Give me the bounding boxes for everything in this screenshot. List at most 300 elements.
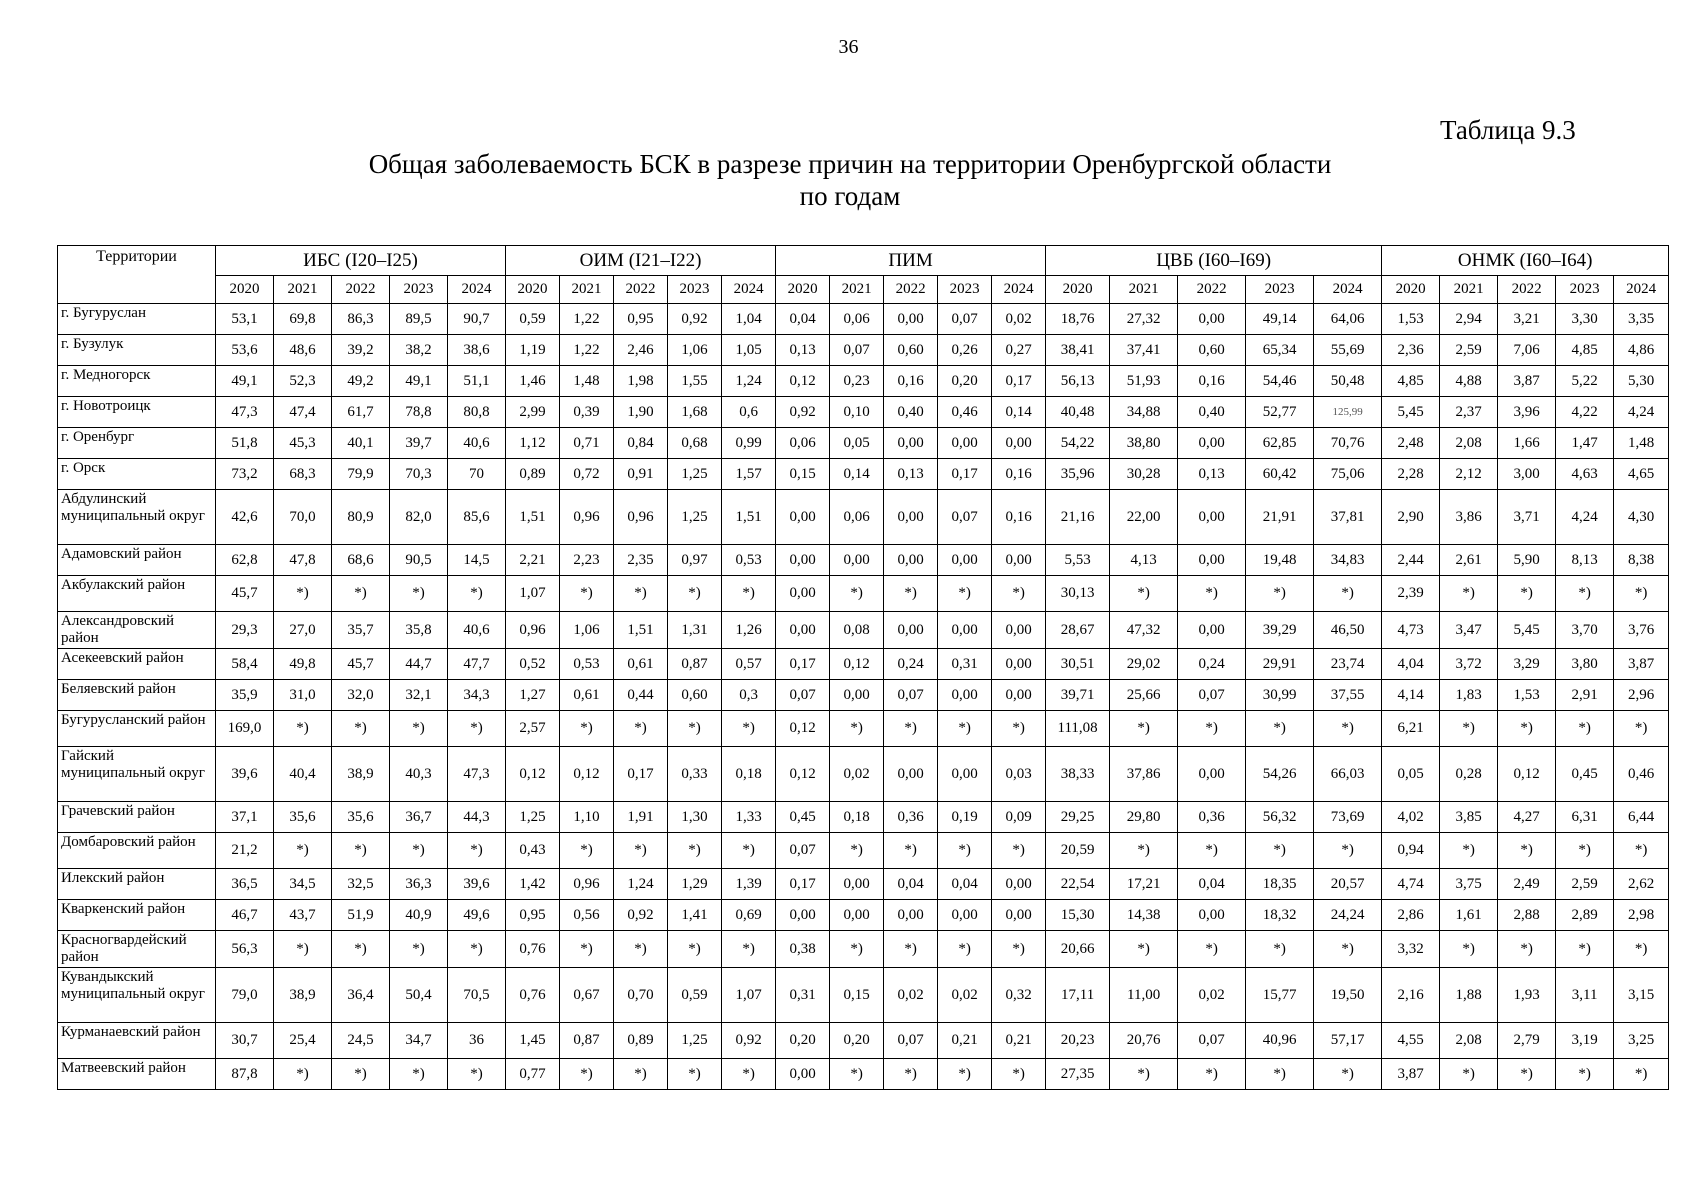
table-cell: 4,27	[1498, 802, 1556, 833]
table-cell: 0,10	[830, 397, 884, 428]
table-cell: 4,14	[1382, 680, 1440, 711]
table-cell: 0,68	[668, 428, 722, 459]
table-cell: 0,53	[722, 545, 776, 576]
table-cell: 70,5	[448, 968, 506, 1023]
table-cell: 0,14	[992, 397, 1046, 428]
table-cell: 0,00	[776, 490, 830, 545]
territory-name: Асекеевский район	[58, 649, 216, 680]
table-cell: 0,06	[830, 304, 884, 335]
table-cell: *)	[938, 833, 992, 869]
table-cell: 0,92	[614, 900, 668, 931]
table-cell: *)	[884, 711, 938, 747]
table-cell: 1,19	[506, 335, 560, 366]
table-cell: *)	[1440, 833, 1498, 869]
year-header: 2021	[560, 276, 614, 304]
table-cell: 0,00	[830, 545, 884, 576]
table-cell: 56,3	[216, 931, 274, 968]
year-header: 2024	[1314, 276, 1382, 304]
table-cell: 25,66	[1110, 680, 1178, 711]
table-cell: 2,79	[1498, 1023, 1556, 1059]
table-cell: 2,23	[560, 545, 614, 576]
table-cell: 0,06	[830, 490, 884, 545]
table-cell: 46,50	[1314, 612, 1382, 649]
table-cell: 1,66	[1498, 428, 1556, 459]
table-cell: 38,9	[332, 747, 390, 802]
table-cell: 0,16	[992, 490, 1046, 545]
table-cell: 0,17	[776, 869, 830, 900]
table-cell: 1,10	[560, 802, 614, 833]
table-cell: 28,67	[1046, 612, 1110, 649]
table-cell: 2,28	[1382, 459, 1440, 490]
table-cell: 0,00	[992, 680, 1046, 711]
table-cell: 4,85	[1382, 366, 1440, 397]
table-cell: 56,32	[1246, 802, 1314, 833]
year-header: 2023	[390, 276, 448, 304]
table-cell: 0,59	[668, 968, 722, 1023]
table-cell: 0,17	[776, 649, 830, 680]
table-cell: 20,76	[1110, 1023, 1178, 1059]
table-cell: 39,6	[216, 747, 274, 802]
table-cell: 38,2	[390, 335, 448, 366]
table-cell: 44,3	[448, 802, 506, 833]
year-header: 2022	[614, 276, 668, 304]
table-cell: 29,91	[1246, 649, 1314, 680]
table-cell: 0,21	[992, 1023, 1046, 1059]
table-cell: 45,7	[216, 576, 274, 612]
table-cell: 32,0	[332, 680, 390, 711]
table-cell: 40,1	[332, 428, 390, 459]
table-cell: 4,88	[1440, 366, 1498, 397]
table-cell: 2,46	[614, 335, 668, 366]
year-header: 2021	[274, 276, 332, 304]
table-cell: *)	[992, 576, 1046, 612]
group-header: ИБС (I20–I25)	[216, 246, 506, 276]
table-cell: *)	[448, 1059, 506, 1090]
table-cell: *)	[830, 1059, 884, 1090]
territory-name: Кваркенский район	[58, 900, 216, 931]
territory-name: Грачевский район	[58, 802, 216, 833]
territory-name: Бугурусланский район	[58, 711, 216, 747]
table-cell: 1,25	[668, 490, 722, 545]
table-cell: *)	[1498, 576, 1556, 612]
table-cell: *)	[668, 711, 722, 747]
table-cell: *)	[1556, 711, 1614, 747]
table-cell: 27,35	[1046, 1059, 1110, 1090]
table-cell: 2,94	[1440, 304, 1498, 335]
table-cell: *)	[722, 1059, 776, 1090]
territory-name: Гайский муниципальный округ	[58, 747, 216, 802]
territory-name: Илекский район	[58, 869, 216, 900]
table-cell: 0,00	[938, 428, 992, 459]
table-cell: 0,07	[776, 680, 830, 711]
table-cell: *)	[722, 711, 776, 747]
table-cell: 3,72	[1440, 649, 1498, 680]
territory-name: г. Бугуруслан	[58, 304, 216, 335]
table-label: Таблица 9.3	[1440, 115, 1576, 145]
table-cell: *)	[1498, 833, 1556, 869]
table-cell: *)	[1110, 833, 1178, 869]
table-cell: *)	[1314, 576, 1382, 612]
table-cell: 0,20	[776, 1023, 830, 1059]
table-cell: 5,22	[1556, 366, 1614, 397]
table-cell: 1,55	[668, 366, 722, 397]
table-cell: 47,8	[274, 545, 332, 576]
table-cell: 1,93	[1498, 968, 1556, 1023]
table-cell: 54,22	[1046, 428, 1110, 459]
table-cell: 0,59	[506, 304, 560, 335]
table-cell: 70,76	[1314, 428, 1382, 459]
table-cell: *)	[390, 1059, 448, 1090]
table-cell: *)	[1246, 576, 1314, 612]
table-cell: *)	[332, 576, 390, 612]
year-header: 2022	[1178, 276, 1246, 304]
title-line-2: по годам	[799, 181, 901, 211]
table-cell: 0,00	[938, 545, 992, 576]
table-cell: 20,66	[1046, 931, 1110, 968]
table-cell: 0,77	[506, 1059, 560, 1090]
table-cell: 3,87	[1614, 649, 1669, 680]
table-cell: 0,12	[776, 747, 830, 802]
table-cell: 0,87	[560, 1023, 614, 1059]
table-cell: *)	[1110, 576, 1178, 612]
table-cell: 14,5	[448, 545, 506, 576]
table-cell: 30,7	[216, 1023, 274, 1059]
table-cell: 2,37	[1440, 397, 1498, 428]
table-cell: 0,26	[938, 335, 992, 366]
table-cell: 1,51	[722, 490, 776, 545]
table-cell: 40,3	[390, 747, 448, 802]
table-cell: 0,24	[884, 649, 938, 680]
table-cell: 3,21	[1498, 304, 1556, 335]
year-header: 2023	[668, 276, 722, 304]
table-cell: 2,49	[1498, 869, 1556, 900]
table-cell: 0,00	[830, 900, 884, 931]
year-header: 2024	[722, 276, 776, 304]
table-cell: 27,32	[1110, 304, 1178, 335]
table-cell: 1,05	[722, 335, 776, 366]
table-cell: 0,07	[1178, 1023, 1246, 1059]
table-cell: 69,8	[274, 304, 332, 335]
table-cell: 1,33	[722, 802, 776, 833]
table-cell: 1,12	[506, 428, 560, 459]
table-cell: 50,4	[390, 968, 448, 1023]
table-cell: 0,00	[884, 900, 938, 931]
table-cell: 30,28	[1110, 459, 1178, 490]
table-cell: 11,00	[1110, 968, 1178, 1023]
table-cell: *)	[1178, 833, 1246, 869]
year-header: 2020	[216, 276, 274, 304]
table-cell: *)	[668, 931, 722, 968]
table-cell: 38,80	[1110, 428, 1178, 459]
table-cell: *)	[560, 711, 614, 747]
table-cell: 1,53	[1498, 680, 1556, 711]
territory-name: г. Медногорск	[58, 366, 216, 397]
territory-name: Александровский район	[58, 612, 216, 649]
table-cell: 39,6	[448, 869, 506, 900]
table-cell: 73,2	[216, 459, 274, 490]
table-cell: *)	[1614, 931, 1669, 968]
year-header: 2023	[1556, 276, 1614, 304]
table-cell: 1,46	[506, 366, 560, 397]
table-cell: 169,0	[216, 711, 274, 747]
table-cell: *)	[614, 833, 668, 869]
table-cell: *)	[722, 833, 776, 869]
table-cell: *)	[1246, 931, 1314, 968]
table-cell: 0,04	[1178, 869, 1246, 900]
table-cell: 0,33	[668, 747, 722, 802]
table-cell: *)	[448, 576, 506, 612]
table-cell: 0,00	[938, 747, 992, 802]
table-cell: 0,24	[1178, 649, 1246, 680]
table-cell: 70,3	[390, 459, 448, 490]
table-cell: 3,87	[1498, 366, 1556, 397]
table-cell: 0,45	[776, 802, 830, 833]
table-cell: 35,6	[332, 802, 390, 833]
table-cell: *)	[560, 833, 614, 869]
table-cell: 36,4	[332, 968, 390, 1023]
table-cell: 0,27	[992, 335, 1046, 366]
table-cell: *)	[884, 833, 938, 869]
table-cell: 15,77	[1246, 968, 1314, 1023]
table-cell: 0,06	[776, 428, 830, 459]
table-cell: 0,60	[668, 680, 722, 711]
table-cell: 0,00	[1178, 900, 1246, 931]
table-cell: 65,34	[1246, 335, 1314, 366]
table-cell: 0,99	[722, 428, 776, 459]
territory-name: Беляевский район	[58, 680, 216, 711]
table-cell: 0,89	[614, 1023, 668, 1059]
table-cell: 45,3	[274, 428, 332, 459]
document-title	[300, 148, 1400, 212]
group-header: ЦВБ (I60–I69)	[1046, 246, 1382, 276]
table-cell: 0,12	[506, 747, 560, 802]
table-cell: 2,12	[1440, 459, 1498, 490]
table-cell: 1,31	[668, 612, 722, 649]
table-cell: 37,86	[1110, 747, 1178, 802]
table-cell: 0,13	[884, 459, 938, 490]
table-row	[58, 428, 1669, 459]
table-row	[58, 304, 1669, 335]
table-cell: 2,96	[1614, 680, 1669, 711]
table-cell: 0,3	[722, 680, 776, 711]
table-cell: 0,07	[884, 1023, 938, 1059]
table-cell: 0,6	[722, 397, 776, 428]
table-cell: 0,20	[830, 1023, 884, 1059]
table-cell: 53,6	[216, 335, 274, 366]
table-cell: 29,25	[1046, 802, 1110, 833]
table-cell: 0,31	[776, 968, 830, 1023]
table-cell: 1,51	[506, 490, 560, 545]
table-cell: *)	[390, 576, 448, 612]
table-cell: 0,96	[506, 612, 560, 649]
table-cell: 1,47	[1556, 428, 1614, 459]
table-cell: 0,00	[830, 680, 884, 711]
table-row	[58, 612, 1669, 649]
table-cell: 0,46	[1614, 747, 1669, 802]
table-cell: 0,95	[614, 304, 668, 335]
table-cell: 66,03	[1314, 747, 1382, 802]
table-cell: 40,6	[448, 612, 506, 649]
table-cell: 0,32	[992, 968, 1046, 1023]
group-header: ПИМ	[776, 246, 1046, 276]
table-cell: *)	[332, 711, 390, 747]
table-cell: 8,13	[1556, 545, 1614, 576]
table-cell: 0,87	[668, 649, 722, 680]
table-cell: 17,21	[1110, 869, 1178, 900]
table-cell: *)	[1246, 1059, 1314, 1090]
table-cell: 2,89	[1556, 900, 1614, 931]
table-cell: 38,6	[448, 335, 506, 366]
table-cell: 0,00	[992, 900, 1046, 931]
table-cell: 4,24	[1614, 397, 1669, 428]
table-cell: 21,2	[216, 833, 274, 869]
table-cell: 3,32	[1382, 931, 1440, 968]
table-cell: 47,3	[448, 747, 506, 802]
table-cell: *)	[992, 1059, 1046, 1090]
table-cell: 4,86	[1614, 335, 1669, 366]
table-cell: *)	[938, 576, 992, 612]
table-cell: 50,48	[1314, 366, 1382, 397]
territory-name: Акбулакский район	[58, 576, 216, 612]
table-cell: *)	[884, 931, 938, 968]
table-cell: 0,07	[776, 833, 830, 869]
table-cell: 0,02	[938, 968, 992, 1023]
table-cell: 0,00	[938, 680, 992, 711]
table-cell: *)	[1614, 711, 1669, 747]
table-cell: 40,96	[1246, 1023, 1314, 1059]
year-header: 2023	[1246, 276, 1314, 304]
table-cell: *)	[1178, 1059, 1246, 1090]
table-cell: 3,15	[1614, 968, 1669, 1023]
table-cell: 1,24	[614, 869, 668, 900]
table-cell: 0,02	[884, 968, 938, 1023]
table-cell: 0,76	[506, 931, 560, 968]
table-cell: 4,02	[1382, 802, 1440, 833]
table-cell: *)	[992, 833, 1046, 869]
table-cell: 0,57	[722, 649, 776, 680]
table-cell: 1,06	[560, 612, 614, 649]
table-cell: 2,35	[614, 545, 668, 576]
table-cell: 0,00	[776, 545, 830, 576]
table-cell: 64,06	[1314, 304, 1382, 335]
table-cell: 2,08	[1440, 428, 1498, 459]
table-cell: 0,15	[830, 968, 884, 1023]
table-cell: 32,5	[332, 869, 390, 900]
table-cell: 0,61	[614, 649, 668, 680]
table-cell: 1,98	[614, 366, 668, 397]
table-cell: 3,76	[1614, 612, 1669, 649]
table-cell: *)	[274, 931, 332, 968]
table-cell: 52,77	[1246, 397, 1314, 428]
table-cell: 40,4	[274, 747, 332, 802]
table-cell: *)	[332, 1059, 390, 1090]
table-cell: 46,7	[216, 900, 274, 931]
table-cell: 38,41	[1046, 335, 1110, 366]
table-cell: 24,24	[1314, 900, 1382, 931]
table-cell: 1,06	[668, 335, 722, 366]
table-cell: 0,00	[884, 612, 938, 649]
table-cell: *)	[1440, 1059, 1498, 1090]
table-cell: 0,36	[1178, 802, 1246, 833]
territory-name: г. Новотроицк	[58, 397, 216, 428]
table-cell: 0,84	[614, 428, 668, 459]
table-cell: 0,05	[1382, 747, 1440, 802]
table-cell: 2,08	[1440, 1023, 1498, 1059]
table-cell: 0,12	[776, 711, 830, 747]
table-cell: 1,83	[1440, 680, 1498, 711]
table-row	[58, 833, 1669, 869]
table-cell: 73,69	[1314, 802, 1382, 833]
table-cell: 49,1	[216, 366, 274, 397]
table-cell: 18,32	[1246, 900, 1314, 931]
table-cell: *)	[1498, 711, 1556, 747]
table-cell: *)	[1440, 931, 1498, 968]
table-cell: 0,12	[560, 747, 614, 802]
table-cell: 0,31	[938, 649, 992, 680]
table-cell: 80,9	[332, 490, 390, 545]
table-cell: *)	[1440, 576, 1498, 612]
table-cell: 0,52	[506, 649, 560, 680]
table-cell: 1,39	[722, 869, 776, 900]
table-cell: 0,00	[776, 612, 830, 649]
group-header: ОНМК (I60–I64)	[1382, 246, 1669, 276]
table-cell: 35,96	[1046, 459, 1110, 490]
table-cell: 0,96	[614, 490, 668, 545]
table-cell: 2,90	[1382, 490, 1440, 545]
table-cell: 0,17	[938, 459, 992, 490]
table-row	[58, 1023, 1669, 1059]
table-cell: *)	[1556, 833, 1614, 869]
table-cell: 57,17	[1314, 1023, 1382, 1059]
table-cell: 0,07	[938, 304, 992, 335]
table-cell: 39,7	[390, 428, 448, 459]
table-cell: *)	[274, 711, 332, 747]
table-cell: 0,96	[560, 869, 614, 900]
year-header: 2021	[830, 276, 884, 304]
table-cell: 60,42	[1246, 459, 1314, 490]
table-cell: 0,92	[776, 397, 830, 428]
table-cell: 0,00	[1178, 428, 1246, 459]
table-cell: *)	[830, 931, 884, 968]
table-cell: 37,1	[216, 802, 274, 833]
table-cell: 3,70	[1556, 612, 1614, 649]
table-cell: 1,27	[506, 680, 560, 711]
table-cell: 0,12	[1498, 747, 1556, 802]
table-cell: *)	[332, 833, 390, 869]
table-cell: 0,00	[1178, 612, 1246, 649]
table-cell: 51,8	[216, 428, 274, 459]
table-cell: *)	[1314, 833, 1382, 869]
table-cell: 49,1	[390, 366, 448, 397]
table-cell: 2,44	[1382, 545, 1440, 576]
table-cell: 53,1	[216, 304, 274, 335]
table-cell: 0,15	[776, 459, 830, 490]
table-cell: *)	[614, 931, 668, 968]
table-cell: *)	[722, 576, 776, 612]
table-cell: 2,88	[1498, 900, 1556, 931]
table-cell: 3,87	[1382, 1059, 1440, 1090]
table-cell: 0,18	[830, 802, 884, 833]
table-cell: 1,61	[1440, 900, 1498, 931]
table-cell: 3,47	[1440, 612, 1498, 649]
table-cell: 0,00	[884, 428, 938, 459]
table-cell: 1,30	[668, 802, 722, 833]
table-cell: 6,31	[1556, 802, 1614, 833]
table-cell: 54,26	[1246, 747, 1314, 802]
table-cell: *)	[1246, 711, 1314, 747]
table-cell: 1,07	[722, 968, 776, 1023]
table-cell: 2,91	[1556, 680, 1614, 711]
